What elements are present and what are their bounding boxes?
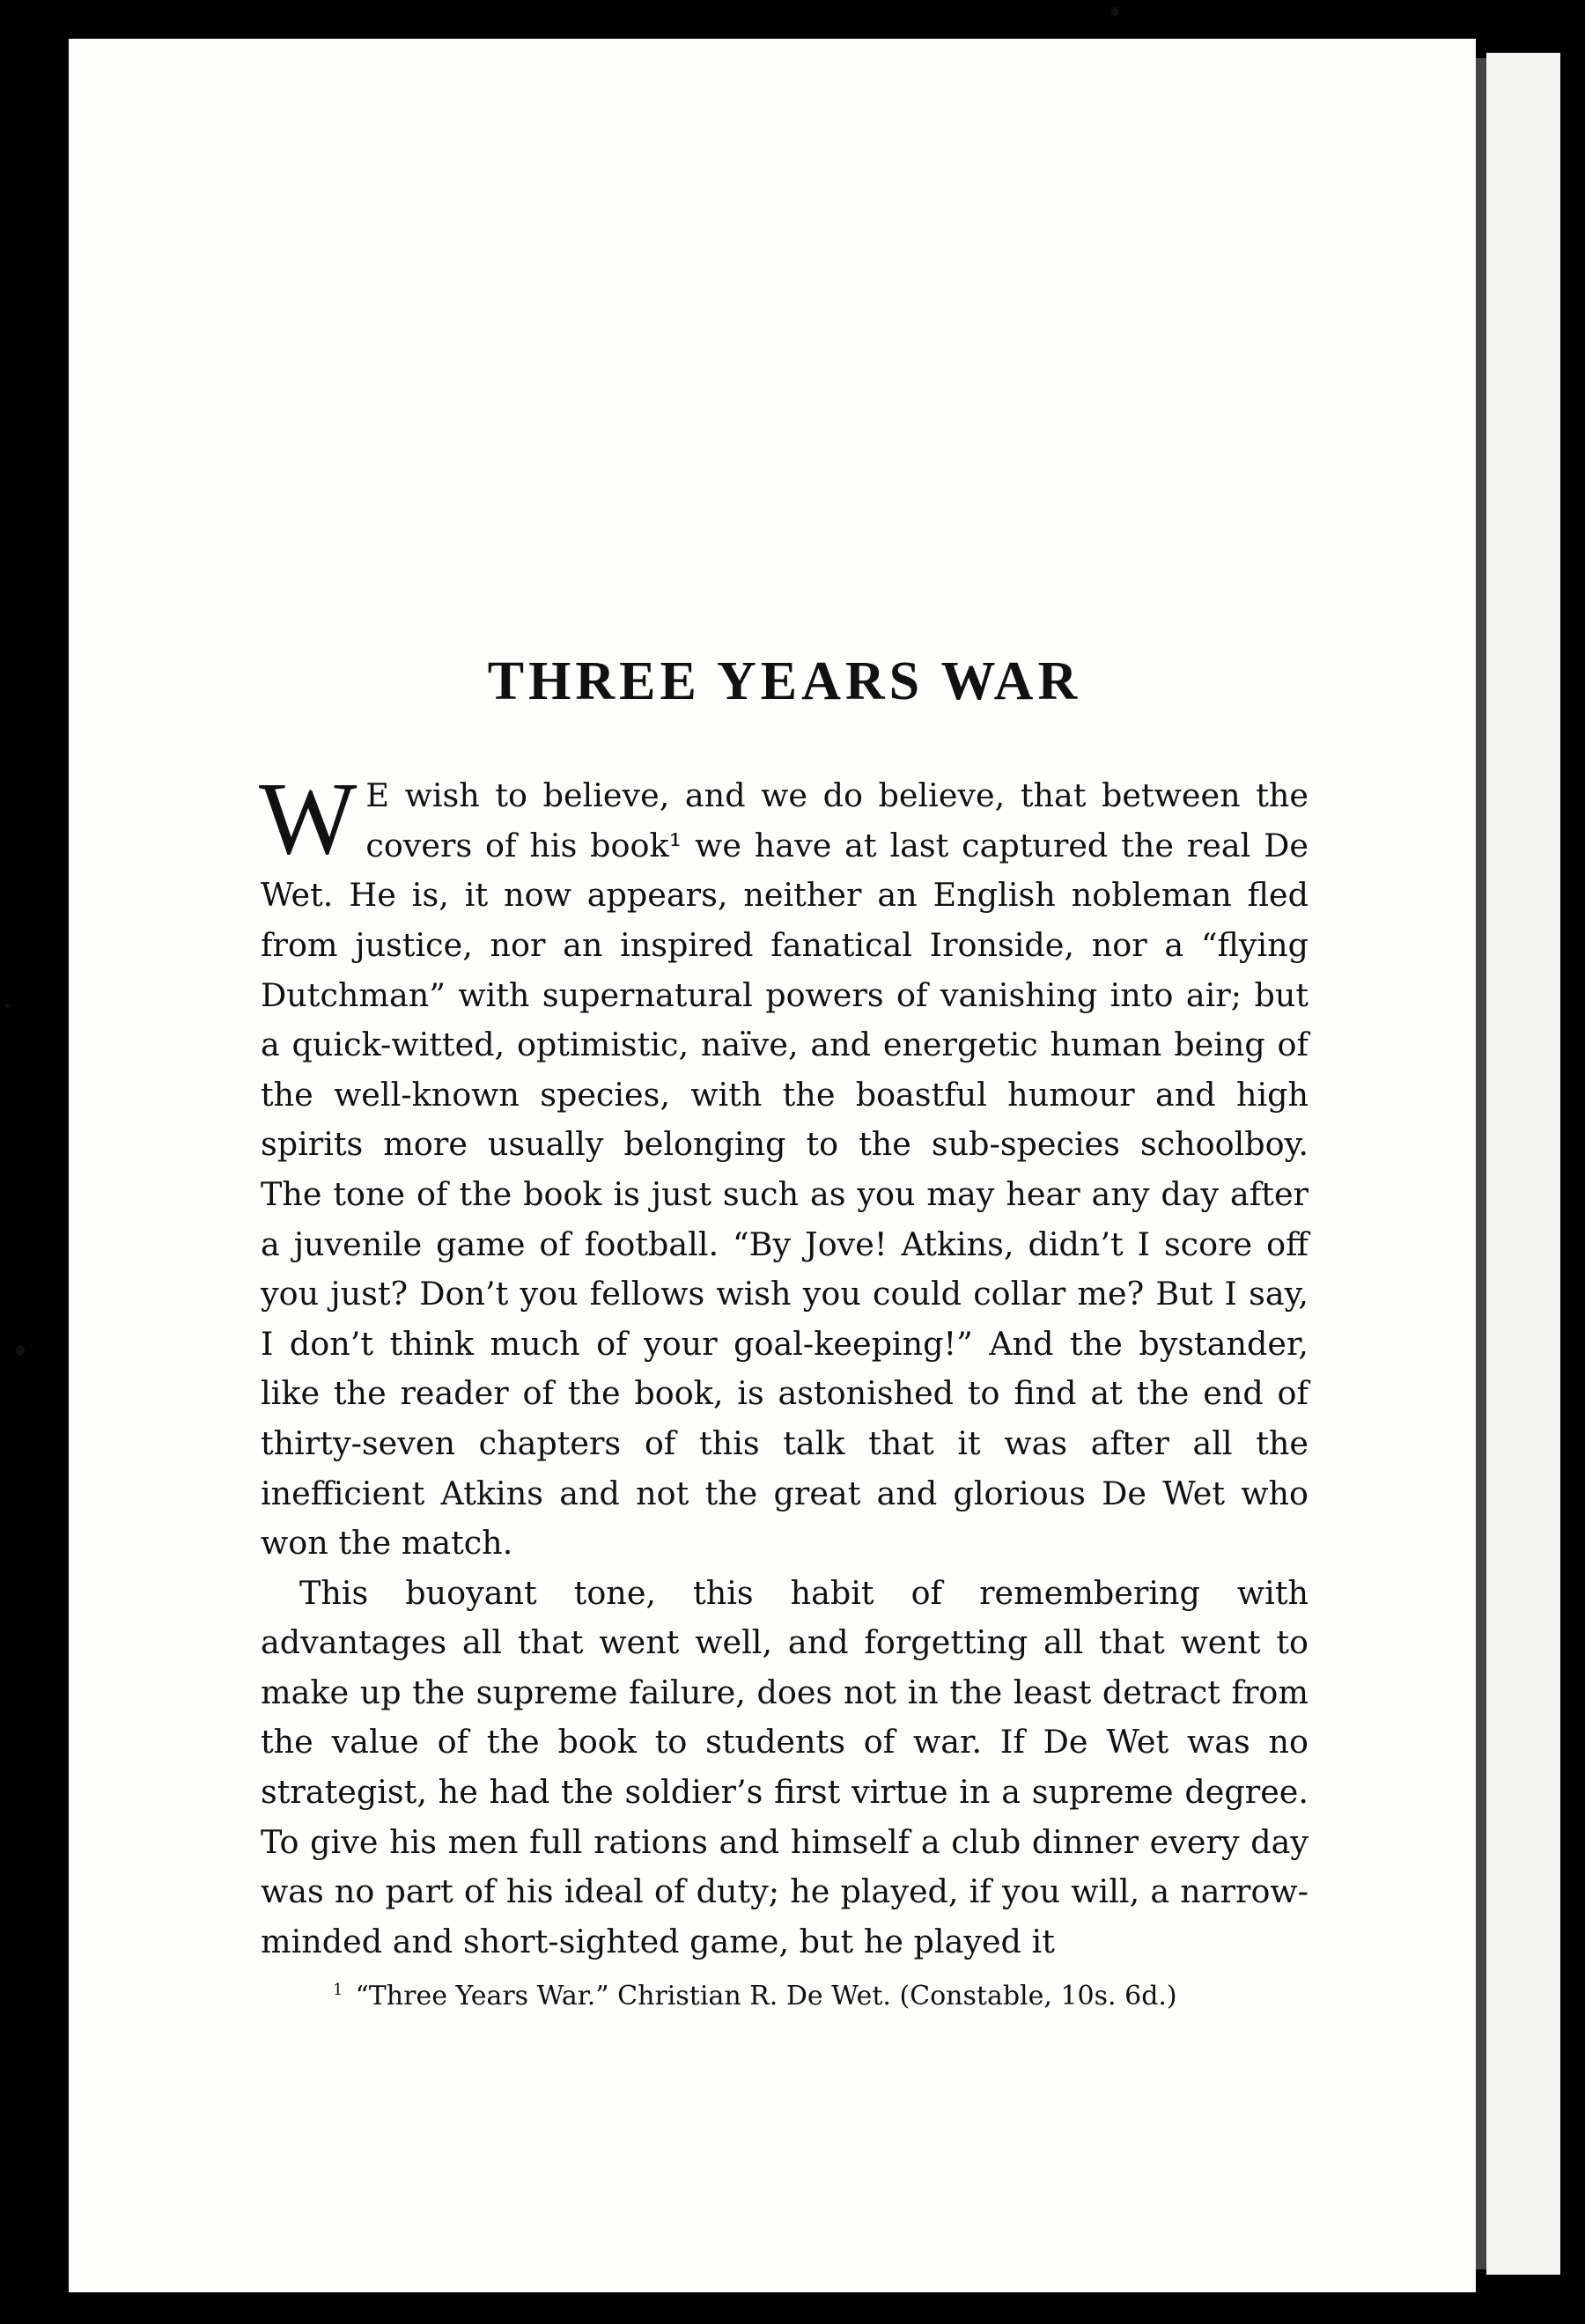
article [261, 651, 1309, 2011]
scan-speck [1111, 7, 1118, 16]
paragraph-1 [259, 761, 1309, 1569]
page-gutter-shadow [1476, 58, 1486, 2269]
paragraph-2: This buoyant tone, this habit of remembering with advantages all that went well, and forgetting all that went to make up the supreme failure, does not in the least detract from the value of the book to students of war. If De Wet was no strategist, he had the soldier’s first virtue in a supreme degree. To give his men full rations and himself a club dinner every day was no part of his ideal of duty; he played, if you will, a narrow-minded and short-sighted game, but he played it [261, 1573, 1309, 1960]
scan-speck [16, 1345, 25, 1356]
facing-page-edge [1486, 53, 1560, 2275]
paragraph-1-text: E wish to believe, and we do believe, that between the covers of his book¹ we have at last captured the real De Wet. He is, it now appears, neither an English nobleman fled from justice, nor an inspired fanatical Ironside, nor a “flying Dutchman” with supernatural powers of vanishing into air; but a quick-witted, optimistic, naïve, and energetic human being of the well-known species, with the boastful humour and high spirits more usually belonging to the sub-species schoolboy. The tone of the book is just such as you may hear any day after a juvenile game of football. “By Jove! Atkins, didn’t I score off you just? Don’t you fellows wish you could collar me? But I say, I don’t think much of your goal-keeping!” And the bystander, like the reader of the book, is astonished to find at the end of thirty-seven chapters of this talk that it was after all the inefficient Atkins and not the great and glorious De Wet who won the match. [261, 776, 1309, 1563]
scan-speck [5, 1004, 10, 1008]
drop-cap: W [259, 761, 358, 877]
footnote-text: “Three Years War.” Christian R. De Wet. (Constable, 10s. 6d.) [355, 1981, 1177, 2012]
footnote [261, 1981, 1309, 2011]
article-title: THREE YEARS WAR [487, 651, 1082, 711]
scan-border [1560, 0, 1585, 2324]
footnote-marker: 1 [333, 1981, 343, 2000]
